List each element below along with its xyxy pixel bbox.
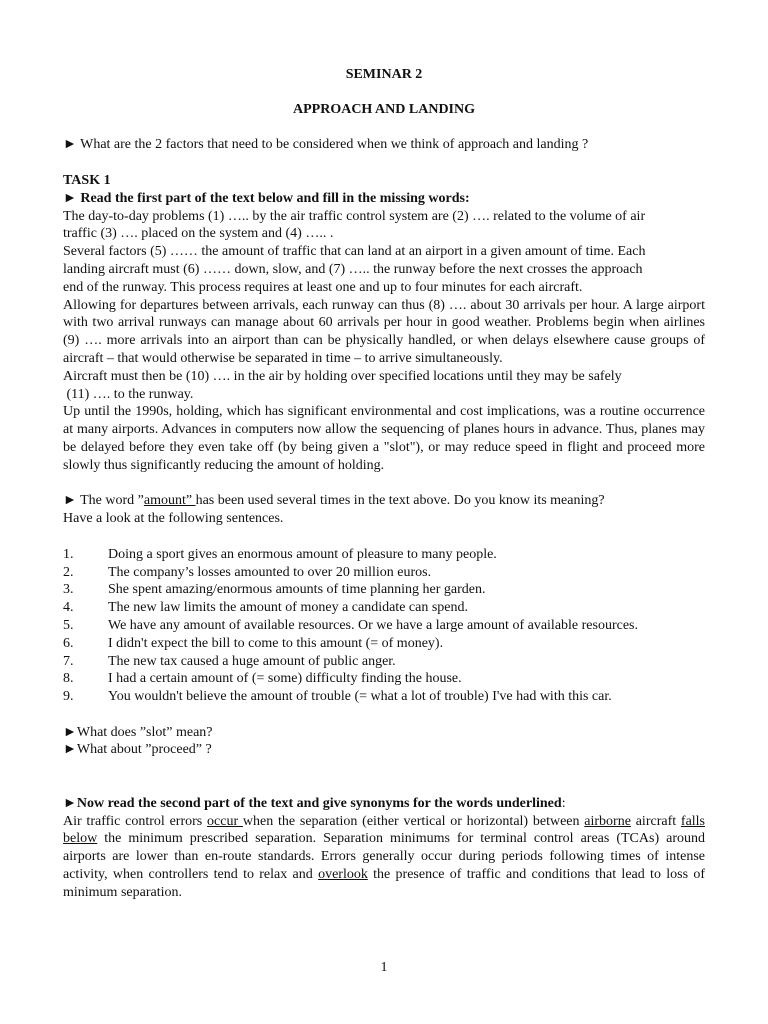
- amount-instruction: Have a look at the following sentences.: [63, 511, 284, 527]
- proceed-question: ►What about ”proceed” ?: [63, 742, 212, 758]
- underlined-word-overlook: overlook: [318, 867, 368, 883]
- intro-question: ► What are the 2 factors that need to be considered when we think of approach and landing ?: [63, 137, 589, 153]
- part2-instruction: ►Now read the second part of the text and give synonyms for the words underlined:: [63, 795, 566, 811]
- underlined-word-falls-below: falls below: [63, 813, 706, 847]
- task1-paragraph-allowing: Allowing for departures between arrivals, each runway can thus (8) …. about 30 arrivals per hour. A large airport with two arrival runways can manage about 60 arrivals per hour in good weather. Problems begin when airlines (9) …. more arrivals into an airport than can be physically handled, or when delays elsewhere cause groups of aircraft – that would otherwise be separated in time – to arrive simultaneously.: [63, 297, 705, 366]
- page-subtitle: APPROACH AND LANDING: [293, 101, 475, 117]
- underlined-word-occur: occur: [207, 813, 243, 829]
- list-item: 3. She spent amazing/enormous amounts of time planning her garden.: [63, 582, 486, 598]
- list-item: 1. Doing a sport gives an enormous amount of pleasure to many people.: [63, 546, 497, 562]
- task1-line: The day-to-day problems (1) ….. by the air traffic control system are (2) …. related to the volume of air: [63, 208, 646, 224]
- task1-line: landing aircraft must (6) …… down, slow, and (7) ….. the runway before the next crosses the approach: [63, 261, 643, 277]
- list-item: 6. I didn't expect the bill to come to this amount (= of money).: [63, 635, 444, 651]
- task1-instruction: ► Read the first part of the text below and fill in the missing words:: [63, 190, 470, 206]
- task1-line: traffic (3) …. placed on the system and (4) ….. .: [63, 226, 334, 242]
- document-page: [63, 60, 705, 902]
- amount-sentence-list: [63, 546, 705, 706]
- list-item: 8. I had a certain amount of (= some) difficulty finding the house.: [63, 671, 462, 687]
- task1-paragraph-upuntil: Up until the 1990s, holding, which has significant environmental and cost implications, was a routine occurrence at many airports. Advances in computers now allow the sequencing of planes hours in advance. Thus, planes may be delayed before they even take off (by being given a "slot"), or may reduce speed in flight and proceed more slowly thus significantly reducing the amount of holding.: [63, 404, 705, 473]
- list-item: 9. You wouldn't believe the amount of trouble (= what a lot of trouble) I've had with this car.: [63, 689, 612, 705]
- part2-paragraph: Air traffic control errors occur when the separation (either vertical or horizontal) between airborne aircraft falls below the minimum prescribed separation. Separation minimums for terminal control areas (TCAs) around airports are lower than en-route standards. Errors generally occur during periods following times of intense activity, when controllers tend to relax and overlook the presence of traffic and conditions that lead to loss of minimum separation.: [63, 813, 706, 900]
- task1-line: end of the runway. This process requires at least one and up to four minutes for each aircraft.: [63, 279, 583, 295]
- list-item: 7. The new tax caused a huge amount of public anger.: [63, 653, 396, 669]
- list-item: 5. We have any amount of available resources. Or we have a large amount of available resources.: [63, 617, 638, 633]
- slot-question: ►What does ”slot” mean?: [63, 724, 213, 740]
- page-number: 1: [380, 960, 388, 975]
- amount-word: amount”: [143, 493, 196, 509]
- amount-question: ► The word ”amount” has been used several times in the text above. Do you know its meaning?: [63, 493, 605, 509]
- list-item: 2. The company’s losses amounted to over 20 million euros.: [63, 564, 432, 580]
- list-item: 4. The new law limits the amount of money a candidate can spend.: [63, 600, 469, 616]
- underlined-word-airborne: airborne: [584, 813, 631, 829]
- task1-line-eleven: (11) …. to the runway.: [63, 386, 194, 402]
- task1-line: Several factors (5) …… the amount of traffic that can land at an airport in a given amount of time. Each: [63, 244, 646, 260]
- page-title: SEMINAR 2: [345, 67, 423, 82]
- task1-label: TASK 1: [63, 172, 111, 188]
- task1-line-aircraft: Aircraft must then be (10) …. in the air by holding over specified locations until they may be safely: [63, 368, 622, 384]
